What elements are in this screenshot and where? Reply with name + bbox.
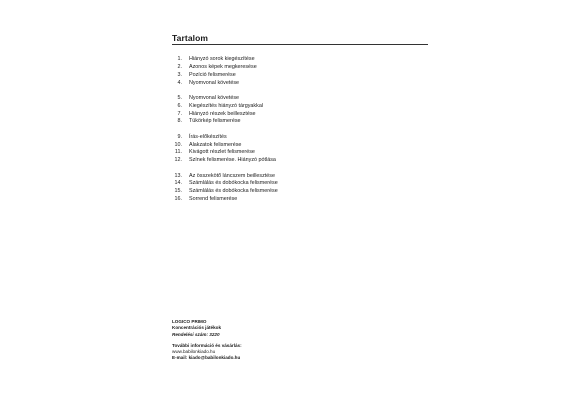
toc-group <box>172 134 428 165</box>
toc-entry-label: Kiegészítés hiányzó tárgyakkal <box>189 102 264 109</box>
toc-entry-number: 6. <box>177 102 182 109</box>
toc-entry-label: Azonos képek megkeresése <box>189 63 257 70</box>
toc-entry-label: Kivágott részlet felismerése <box>189 149 255 156</box>
page-title: Tartalom <box>172 33 209 43</box>
email-link[interactable]: E-mail: kiado@babilonkiado.hu <box>172 355 241 361</box>
toc-entry-label: Alakzatok felismerése <box>189 141 242 148</box>
toc-entry[interactable] <box>172 173 428 181</box>
toc-entry-number: 10. <box>174 141 182 148</box>
toc-entry[interactable] <box>172 118 428 126</box>
product-subtitle: Koncentrációs játékok <box>172 325 222 331</box>
toc-entry-label: Nyomvonal követése <box>189 79 240 86</box>
toc-entry-number: 9. <box>177 133 182 140</box>
toc-entry-label: Tükörkép felismerése <box>189 118 241 125</box>
toc-entry-number: 14. <box>174 180 182 187</box>
toc-entry-label: Pozíció felismerése <box>189 71 236 78</box>
toc-entry-label: Az összekötő láncszem beillesztése <box>189 172 275 179</box>
toc-group <box>172 56 428 87</box>
toc-entry-number: 4. <box>177 79 182 86</box>
toc-entry-number: 5. <box>177 94 182 101</box>
footer <box>172 319 242 362</box>
toc-entry[interactable] <box>172 111 428 119</box>
toc-entry-number: 16. <box>174 196 182 203</box>
toc-group <box>172 173 428 204</box>
info-heading: További információ és vásárlás: <box>172 342 242 348</box>
toc-entry-label: Számlálás és dobókocka felismerése <box>189 180 278 187</box>
toc-entry-label: Sorrend felismerése <box>189 196 238 203</box>
toc-entry-number: 7. <box>177 110 182 117</box>
toc-entry-number: 8. <box>177 118 182 125</box>
toc-entry-number: 11. <box>174 149 182 156</box>
title-divider <box>172 44 428 45</box>
toc-entry-number: 3. <box>177 71 182 78</box>
toc-entry[interactable] <box>172 149 428 157</box>
toc-entry[interactable] <box>172 157 428 165</box>
toc-entry-label: Nyomvonal követése <box>189 94 240 101</box>
toc-entry[interactable] <box>172 56 428 64</box>
toc-entry[interactable] <box>172 95 428 103</box>
toc-entry-label: Írás-előkészítés <box>189 133 227 140</box>
toc-entry[interactable] <box>172 72 428 80</box>
toc-entry[interactable] <box>172 188 428 196</box>
toc-entry-number: 12. <box>174 157 182 164</box>
toc-entry-number: 2. <box>177 63 182 70</box>
toc-entry-number: 1. <box>177 56 182 62</box>
toc-entry[interactable] <box>172 180 428 188</box>
toc-entry-label: Hiányzó sorok kiegészítése <box>189 56 255 62</box>
toc-entry-label: Hiányzó részek beillesztése <box>189 110 256 117</box>
toc-entry[interactable] <box>172 64 428 72</box>
toc-group <box>172 95 428 126</box>
toc-entry-label: Számlálás és dobókocka felismerése <box>189 188 278 195</box>
toc-entry-label: Színek felismerése. Hiányzó pótlása <box>189 157 276 164</box>
toc-entry[interactable] <box>172 142 428 150</box>
toc-entry-number: 15. <box>174 188 182 195</box>
order-number: Rendelési szám: 3220 <box>172 331 220 337</box>
toc-entry[interactable] <box>172 80 428 88</box>
toc-entry[interactable] <box>172 103 428 111</box>
toc-entry-number: 13. <box>174 172 182 179</box>
product-name: LOGICO PRIMO <box>172 319 207 324</box>
toc-entry[interactable] <box>172 134 428 142</box>
website-link[interactable]: www.babilonkiado.hu <box>172 349 216 355</box>
toc-entry[interactable] <box>172 196 428 204</box>
table-of-contents <box>172 56 428 212</box>
